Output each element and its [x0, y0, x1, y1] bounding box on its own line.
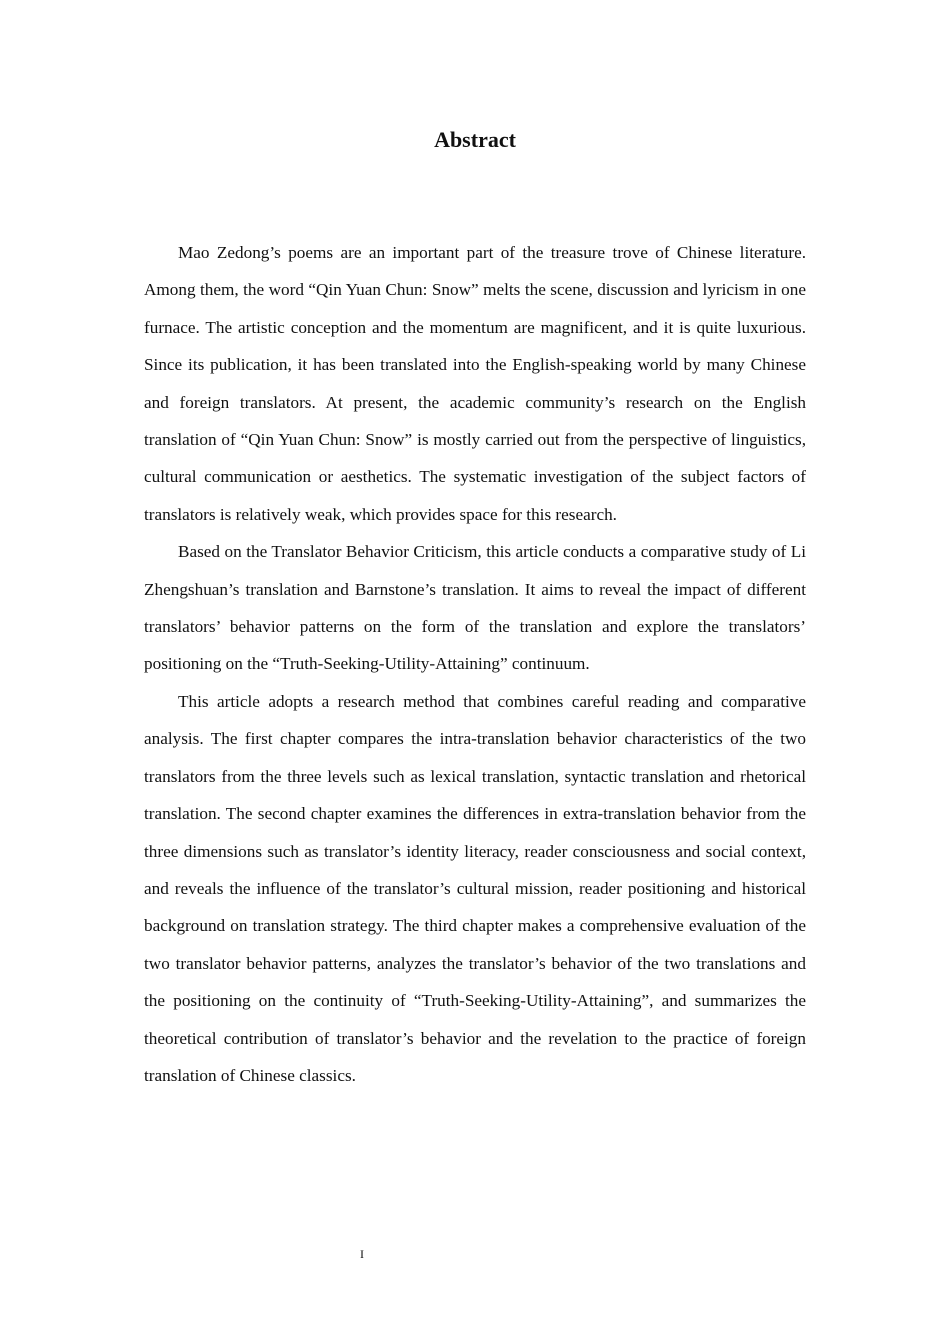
abstract-body: [144, 234, 806, 1094]
page-number: I: [360, 1247, 364, 1261]
abstract-paragraph-1: Mao Zedong’s poems are an important part of the treasure trove of Chinese literature. Among them, the word “Qin Yuan Chun: Snow” melts the scene, discussion and lyricism in one furnace. The artistic conception and the momentum are magnificent, and it is quite luxurious. Since its publication, it has been translated into the English-speaking world by many Chinese and foreign translators. At present, the academic community’s research on the English translation of “Qin Yuan Chun: Snow” is mostly carried out from the perspective of linguistics, cultural communication or aesthetics. The systematic investigation of the subject factors of translators is relatively weak, which provides space for this research.: [144, 243, 806, 524]
abstract-title: Abstract: [434, 127, 516, 152]
abstract-paragraph-2: Based on the Translator Behavior Criticism, this article conducts a comparative study of Li Zhengshuan’s translation and Barnstone’s translation. It aims to reveal the impact of different translators’ behavior patterns on the form of the translation and explore the translators’ positioning on the “Truth-Seeking-Utility-Attaining” continuum.: [144, 542, 806, 674]
abstract-paragraph-3: This article adopts a research method that combines careful reading and comparative analysis. The first chapter compares the intra-translation behavior characteristics of the two translators from the three levels such as lexical translation, syntactic translation and rhetorical translation. The second chapter examines the differences in extra-translation behavior from the three dimensions such as translator’s identity literacy, reader consciousness and social context, and reveals the influence of the translator’s cultural mission, reader positioning and historical background on translation strategy. The third chapter makes a comprehensive evaluation of the two translator behavior patterns, analyzes the translator’s behavior of the two translations and the positioning on the continuity of “Truth-Seeking-Utility-Attaining”, and summarizes the theoretical contribution of translator’s behavior and the revelation to the practice of foreign translation of Chinese classics.: [144, 691, 806, 1085]
